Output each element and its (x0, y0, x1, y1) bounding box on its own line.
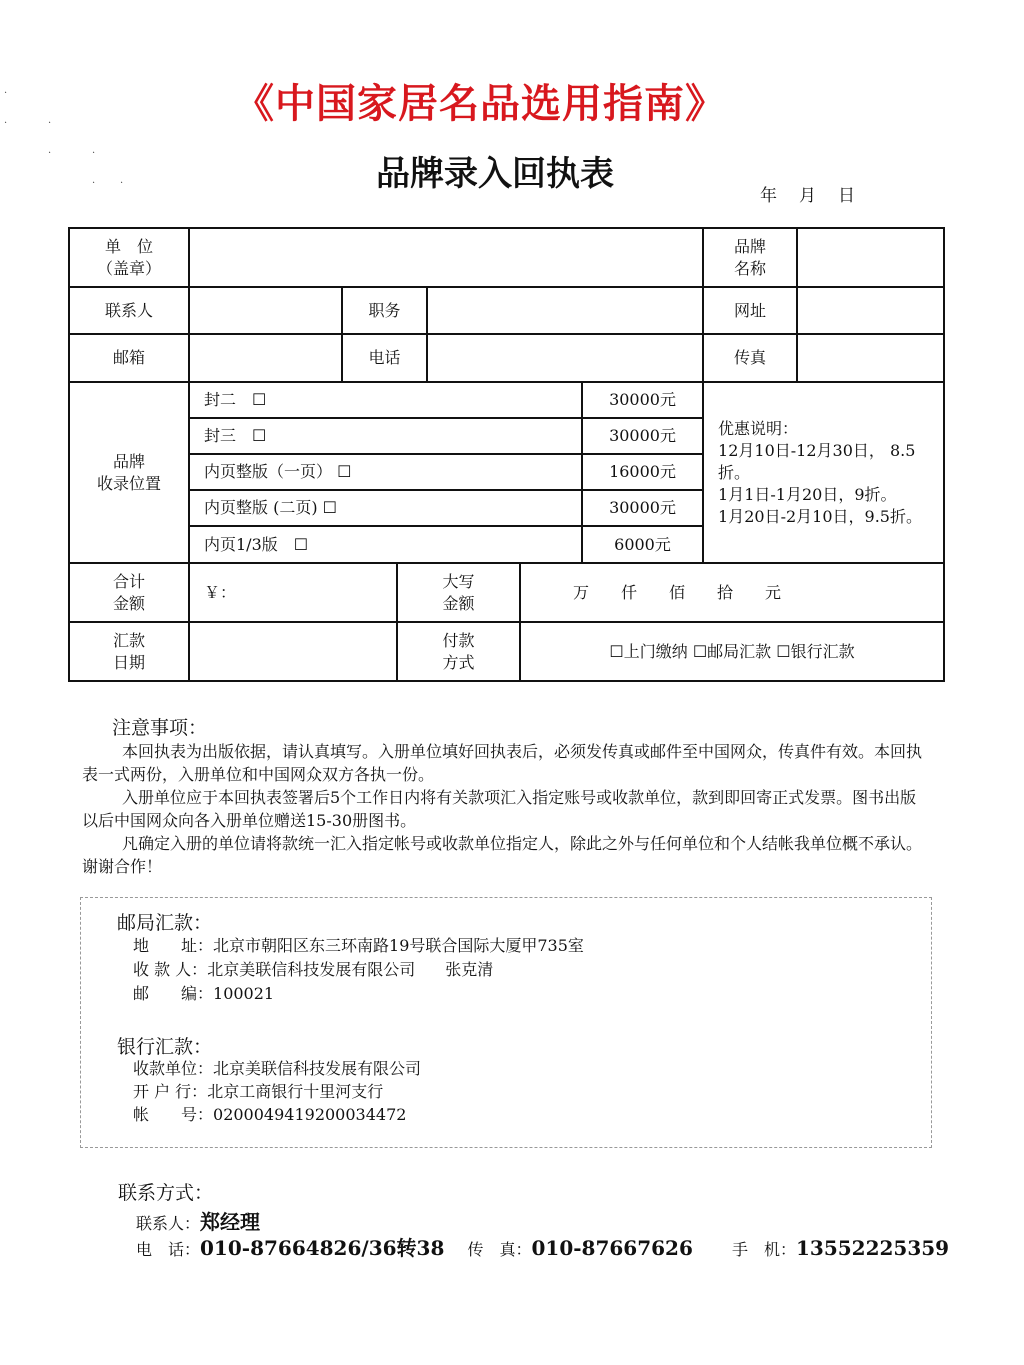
position-field[interactable] (427, 287, 703, 334)
position-label: 职务 (342, 287, 427, 334)
payment-label: 付款 方式 (397, 622, 520, 681)
post-payee: 收 款 人：北京美联信科技发展有限公司 张克清 (133, 960, 494, 979)
margin-dot: · (48, 148, 52, 159)
fax-label: 传真 (703, 334, 797, 382)
placement-price: 30000元 (582, 418, 703, 454)
total-label: 合计 金额 (69, 563, 189, 622)
date-line (760, 181, 877, 206)
contact-phone: 010-87664826/36转38 (200, 1236, 445, 1260)
receipt-form-table (68, 227, 945, 682)
placement-option[interactable]: 封二 ☐ (189, 382, 582, 418)
contact-title: 联系方式： (118, 1182, 214, 1204)
bank-account: 帐 号：0200049419200034472 (133, 1105, 407, 1124)
brand-name-field[interactable] (797, 228, 944, 287)
phone-field[interactable] (427, 334, 703, 382)
contact-label: 联系人 (69, 287, 189, 334)
margin-dot: · (92, 148, 96, 159)
email-label: 邮箱 (69, 334, 189, 382)
margin-dot: · (4, 118, 8, 129)
contact-mobile: 13552225359 (795, 1236, 950, 1260)
notes-title: 注意事项： (112, 717, 208, 739)
contact-fax: 010-87667626 (531, 1236, 693, 1260)
placement-option[interactable]: 封三 ☐ (189, 418, 582, 454)
brand-name-label: 品牌 名称 (703, 228, 797, 287)
placement-option[interactable]: 内页1/3版 ☐ (189, 526, 582, 563)
placement-option[interactable]: 内页整版 (二页) ☐ (189, 490, 582, 526)
post-title: 邮局汇款： (117, 912, 213, 934)
remit-date-label: 汇款 日期 (69, 622, 189, 681)
contact-person: 联系人：郑经理 (136, 1210, 261, 1234)
placement-price: 16000元 (582, 454, 703, 490)
remittance-box (80, 897, 932, 1148)
email-field[interactable] (189, 334, 342, 382)
note-paragraph: 凡确定入册的单位请将款统一汇入指定帐号或收款单位指定人，除此之外与任何单位和个人结帐我单位概不承认。谢谢合作！ (82, 834, 923, 876)
discount-line: 1月1日-1月20日，9折。 (718, 484, 897, 504)
margin-dot: · (120, 178, 124, 189)
margin-dot: · (48, 118, 52, 129)
placement-price: 30000元 (582, 490, 703, 526)
date-month: 月 (799, 186, 816, 206)
discount-line: 1月20日-2月10日，9.5折。 (718, 506, 922, 526)
contact-numbers: 电 话：010-87664826/36转38 传 真：010-87667626 手 机：13552225359 (136, 1236, 950, 1260)
notes-body (82, 740, 930, 878)
placement-price: 30000元 (582, 382, 703, 418)
placement-option[interactable]: 内页整版（一页） ☐ (189, 454, 582, 490)
post-address: 地 址：北京市朝阳区东三环南路19号联合国际大厦甲735室 (133, 936, 584, 955)
website-field[interactable] (797, 287, 944, 334)
bank-branch: 开 户 行：北京工商银行十里河支行 (133, 1082, 384, 1101)
capital-amount-field[interactable]: 万 仟 佰 拾 元 (520, 563, 944, 622)
contact-field[interactable] (189, 287, 342, 334)
margin-dot: · (4, 88, 8, 99)
margin-dot: · (92, 178, 96, 189)
fax-field[interactable] (797, 334, 944, 382)
date-day: 日 (838, 186, 855, 206)
note-paragraph: 入册单位应于本回执表签署后5个工作日内将有关款项汇入指定账号或收款单位，款到即回寄正式发票。图书出版以后中国网众向各入册单位赠送15-30册图书。 (82, 788, 917, 830)
unit-field[interactable] (189, 228, 703, 287)
post-zip: 邮 编：100021 (133, 984, 275, 1003)
placement-label: 品牌 收录位置 (69, 382, 189, 563)
note-paragraph: 本回执表为出版依据，请认真填写。入册单位填好回执表后，必须发传真或邮件至中国网众，传真件有效。本回执表一式两份，入册单位和中国网众双方各执一份。 (82, 742, 923, 784)
payment-options[interactable]: ☐上门缴纳 ☐邮局汇款 ☐银行汇款 (520, 622, 944, 681)
discount-note (703, 382, 944, 563)
placement-price: 6000元 (582, 526, 703, 563)
website-label: 网址 (703, 287, 797, 334)
bank-payee: 收款单位：北京美联信科技发展有限公司 (133, 1059, 422, 1078)
remit-date-field[interactable] (189, 622, 397, 681)
phone-label: 电话 (342, 334, 427, 382)
unit-label: 单 位 （盖章） (69, 228, 189, 287)
form-title: 品牌录入回执表 (376, 154, 614, 194)
main-title: 《中国家居名品选用指南》 (234, 81, 726, 127)
capital-label: 大写 金额 (397, 563, 520, 622)
total-amount-field[interactable]: ￥： (189, 563, 397, 622)
discount-title: 优惠说明： (718, 418, 799, 438)
date-year: 年 (760, 186, 777, 206)
bank-title: 银行汇款： (117, 1036, 213, 1058)
discount-line: 12月10日-12月30日， 8.5折。 (718, 440, 916, 482)
